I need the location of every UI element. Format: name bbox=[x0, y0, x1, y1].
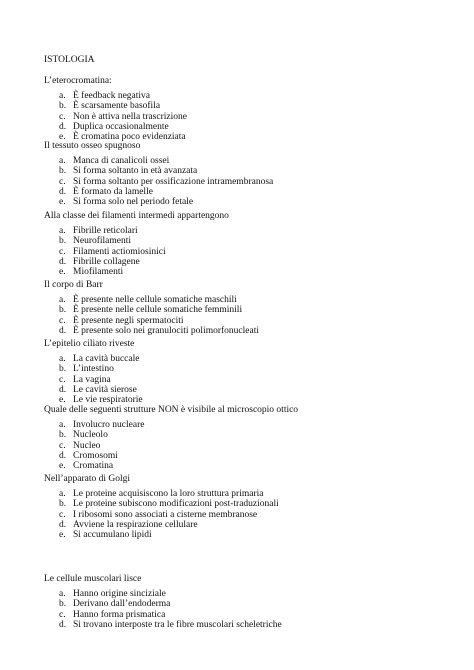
option-letter: c. bbox=[59, 509, 66, 520]
option-letter: b. bbox=[59, 236, 67, 247]
option-letter: b. bbox=[59, 499, 67, 510]
question-block bbox=[44, 574, 464, 630]
answer-option bbox=[44, 91, 464, 101]
answer-option bbox=[44, 326, 464, 336]
option-text: Cromosomi bbox=[73, 450, 118, 461]
option-text: Si forma soltanto per ossificazione intramembranosa bbox=[73, 176, 274, 187]
answer-option bbox=[44, 599, 464, 609]
option-letter: e. bbox=[59, 197, 66, 208]
option-text: Nucleolo bbox=[73, 430, 108, 441]
option-letter: d. bbox=[59, 186, 67, 197]
option-text: La vagina bbox=[73, 374, 111, 385]
option-text: È cromatina poco evidenziata bbox=[73, 132, 186, 143]
option-letter: e. bbox=[59, 132, 66, 143]
answer-option bbox=[44, 375, 464, 385]
option-letter: c. bbox=[59, 111, 66, 122]
answer-option bbox=[44, 354, 464, 364]
question-text: Nell’apparato di Golgi bbox=[44, 474, 131, 484]
option-text: Avviene la respirazione cellulare bbox=[73, 519, 198, 530]
question-block bbox=[44, 76, 464, 142]
document-title: ISTOLOGIA bbox=[44, 55, 95, 65]
option-text: Derivano dall’endoderma bbox=[73, 599, 171, 610]
question-block bbox=[44, 474, 464, 540]
answer-option bbox=[44, 226, 464, 236]
option-letter: a. bbox=[59, 354, 66, 364]
answer-option bbox=[44, 530, 464, 540]
question-block bbox=[44, 211, 464, 277]
answer-option bbox=[44, 295, 464, 305]
question-block bbox=[44, 280, 464, 336]
answer-option bbox=[44, 257, 464, 267]
answer-option bbox=[44, 441, 464, 451]
option-text: Si forma solo nel periodo fetale bbox=[73, 197, 194, 208]
question-text: Il tessuto osseo spugnoso bbox=[44, 141, 141, 151]
answer-option bbox=[44, 305, 464, 315]
option-text: Non è attiva nella trascrizione bbox=[73, 111, 187, 122]
option-letter: d. bbox=[59, 519, 67, 530]
option-text: Miofilamenti bbox=[73, 267, 124, 278]
option-letter: e. bbox=[59, 461, 66, 472]
option-letter: c. bbox=[59, 315, 66, 326]
option-text: È scarsamente basofila bbox=[73, 101, 161, 112]
option-letter: a. bbox=[59, 91, 66, 101]
option-text: Hanno forma prismatica bbox=[73, 609, 166, 620]
answer-option bbox=[44, 499, 464, 509]
answer-option bbox=[44, 520, 464, 530]
option-text: È presente nelle cellule somatiche femminili bbox=[73, 305, 243, 316]
option-letter: e. bbox=[59, 395, 66, 406]
option-letter: d. bbox=[59, 256, 67, 267]
option-text: Duplica occasionalmente bbox=[73, 121, 169, 132]
option-text: È formato da lamelle bbox=[73, 186, 153, 197]
answer-option bbox=[44, 187, 464, 197]
answer-option bbox=[44, 610, 464, 620]
question-text: L’epitelio ciliato riveste bbox=[44, 339, 135, 349]
question-block bbox=[44, 141, 464, 207]
option-letter: a. bbox=[59, 420, 66, 430]
option-text: È presente nelle cellule somatiche maschili bbox=[73, 295, 237, 305]
option-letter: c. bbox=[59, 176, 66, 187]
option-letter: d. bbox=[59, 384, 67, 395]
option-letter: d. bbox=[59, 619, 67, 630]
answer-option bbox=[44, 589, 464, 599]
option-text: Si forma soltanto in età avanzata bbox=[73, 166, 198, 177]
option-text: La cavità buccale bbox=[73, 354, 140, 364]
option-text: Le proteine acquisiscono la loro struttura primaria bbox=[73, 489, 264, 499]
option-letter: a. bbox=[59, 589, 66, 599]
option-text: È feedback negativa bbox=[73, 91, 151, 101]
answer-option bbox=[44, 112, 464, 122]
option-letter: d. bbox=[59, 121, 67, 132]
option-letter: a. bbox=[59, 489, 66, 499]
option-letter: c. bbox=[59, 440, 66, 451]
option-text: Fibrille reticolari bbox=[73, 226, 138, 236]
answer-option bbox=[44, 430, 464, 440]
answer-option bbox=[44, 156, 464, 166]
answer-option bbox=[44, 236, 464, 246]
option-text: Nucleo bbox=[73, 440, 101, 451]
answer-option bbox=[44, 489, 464, 499]
answer-option bbox=[44, 451, 464, 461]
answer-option bbox=[44, 316, 464, 326]
option-text: È presente negli spermatociti bbox=[73, 315, 184, 326]
option-text: Le cavità sierose bbox=[73, 384, 137, 395]
answer-option bbox=[44, 510, 464, 520]
option-text: Manca di canalicoli ossei bbox=[73, 156, 170, 166]
answer-option bbox=[44, 197, 464, 207]
answer-option bbox=[44, 166, 464, 176]
option-text: Fibrille collagene bbox=[73, 256, 140, 267]
option-text: Si trovano interposte tra le fibre muscolari scheletriche bbox=[73, 619, 282, 630]
option-text: Si accumulano lipidi bbox=[73, 530, 152, 541]
answer-option bbox=[44, 122, 464, 132]
option-letter: e. bbox=[59, 530, 66, 541]
answer-option bbox=[44, 101, 464, 111]
option-text: Le vie respiratorie bbox=[73, 395, 143, 406]
answer-option bbox=[44, 420, 464, 430]
question-text: Quale delle seguenti strutture NON è visibile al microscopio ottico bbox=[44, 405, 299, 415]
option-letter: c. bbox=[59, 246, 66, 257]
option-text: L’intestino bbox=[73, 364, 114, 375]
option-letter: b. bbox=[59, 599, 67, 610]
answer-option bbox=[44, 247, 464, 257]
option-letter: c. bbox=[59, 374, 66, 385]
option-letter: a. bbox=[59, 226, 66, 236]
option-text: Hanno origine sinciziale bbox=[73, 589, 166, 599]
answer-option bbox=[44, 385, 464, 395]
answer-option bbox=[44, 364, 464, 374]
option-text: Filamenti actiomiosinici bbox=[73, 246, 166, 257]
option-text: Involucro nucleare bbox=[73, 420, 145, 430]
option-text: È presente solo nei granulociti polimorfonucleati bbox=[73, 325, 259, 336]
option-letter: b. bbox=[59, 305, 67, 316]
answer-option bbox=[44, 620, 464, 630]
option-letter: b. bbox=[59, 364, 67, 375]
option-letter: b. bbox=[59, 101, 67, 112]
option-letter: d. bbox=[59, 450, 67, 461]
answer-option bbox=[44, 177, 464, 187]
option-letter: a. bbox=[59, 156, 66, 166]
question-text: L’eterocromatina: bbox=[44, 76, 112, 86]
question-text: Alla classe dei filamenti intermedi appartengono bbox=[44, 211, 229, 221]
answer-option bbox=[44, 267, 464, 277]
option-text: Le proteine subiscono modificazioni post-traduzionali bbox=[73, 499, 279, 510]
question-block bbox=[44, 405, 464, 471]
option-text: I ribosomi sono associati a cisterne membranose bbox=[73, 509, 258, 520]
option-text: Cromatina bbox=[73, 461, 114, 472]
option-letter: c. bbox=[59, 609, 66, 620]
option-letter: a. bbox=[59, 295, 66, 305]
option-text: Neurofilamenti bbox=[73, 236, 132, 247]
option-letter: b. bbox=[59, 166, 67, 177]
answer-option bbox=[44, 461, 464, 471]
answer-option bbox=[44, 395, 464, 405]
option-letter: b. bbox=[59, 430, 67, 441]
question-text: Le cellule muscolari lisce bbox=[44, 574, 142, 584]
question-text: Il corpo di Barr bbox=[44, 280, 103, 290]
option-letter: d. bbox=[59, 325, 67, 336]
question-block bbox=[44, 339, 464, 405]
option-letter: e. bbox=[59, 267, 66, 278]
